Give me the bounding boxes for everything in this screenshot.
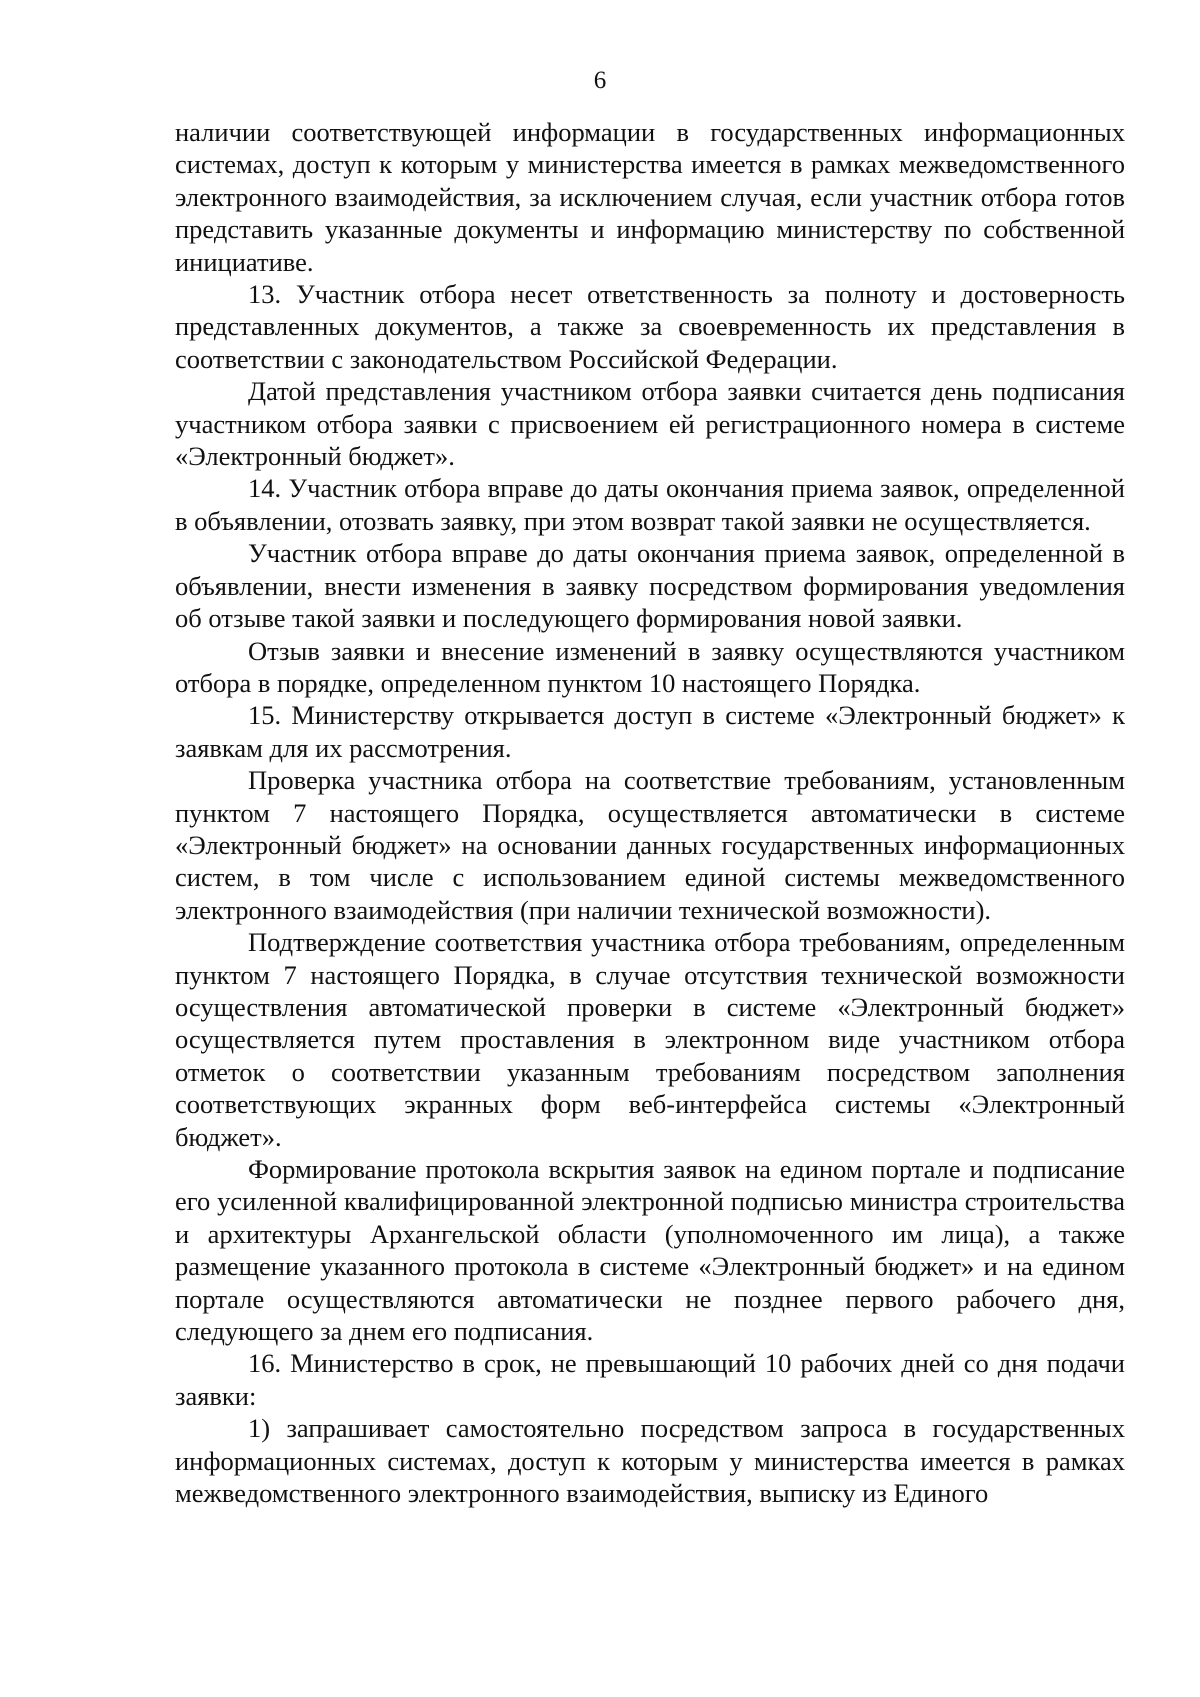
paragraph-11: 16. Министерство в срок, не превышающий 10 рабочих дней со дня подачи заявки: xyxy=(175,1348,1125,1411)
paragraph-7: 15. Министерству открывается доступ в системе «Электронный бюджет» к заявкам для их рассмотрения. xyxy=(175,700,1125,763)
paragraph-9: Подтверждение соответствия участника отбора требованиям, определенным пунктом 7 настоящего Порядка, в случае отсутствия технической возможности осуществления автоматической проверки в системе «Электронный бюджет» осуществляется путем проставления в электронном виде участником отбора отметок о соответствии указанным требованиям посредством заполнения соответствующих экранных форм веб-интерфейса системы «Электронный бюджет». xyxy=(175,927,1125,1152)
paragraph-12: 1) запрашивает самостоятельно посредством запроса в государственных информационных системах, доступ к которым у министерства имеется в рамках межведомственного электронного взаимодействия, выписку из Единого xyxy=(175,1413,1125,1509)
paragraph-8: Проверка участника отбора на соответствие требованиям, установленным пунктом 7 настоящего Порядка, осуществляется автоматически в системе «Электронный бюджет» на основании данных государственных информационных систем, в том числе с использованием единой системы межведомственного электронного взаимодействия (при наличии технической возможности). xyxy=(175,765,1125,925)
paragraph-2: 13. Участник отбора несет ответственность за полноту и достоверность представленных документов, а также за своевременность их представления в соответствии с законодательством Российской Федерации. xyxy=(175,279,1125,374)
page-number: 6 xyxy=(593,67,607,94)
paragraph-6: Отзыв заявки и внесение изменений в заявку осуществляются участником отбора в порядке, определенном пунктом 10 настоящего Порядка. xyxy=(175,635,1125,698)
paragraph-3: Датой представления участником отбора заявки считается день подписания участником отбора заявки с присвоением ей регистрационного номера в системе «Электронный бюджет». xyxy=(175,376,1125,472)
paragraph-5: Участник отбора вправе до даты окончания приема заявок, определенной в объявлении, внести изменения в заявку посредством формирования уведомления об отзыве такой заявки и последующего формирования новой заявки. xyxy=(175,538,1125,634)
paragraph-4: 14. Участник отбора вправе до даты окончания приема заявок, определенной в объявлении, отозвать заявку, при этом возврат такой заявки не осуществляется. xyxy=(175,473,1125,536)
document-body xyxy=(175,116,1125,1509)
paragraph-10: Формирование протокола вскрытия заявок на едином портале и подписание его усиленной квалифицированной электронной подписью министра строительства и архитектуры Архангельской области (уполномоченного им лица), а также размещение указанного протокола в системе «Электронный бюджет» и на едином портале осуществляются автоматически не позднее первого рабочего дня, следующего за днем его подписания. xyxy=(175,1154,1125,1347)
paragraph-1: наличии соответствующей информации в государственных информационных системах, доступ к которым у министерства имеется в рамках межведомственного электронного взаимодействия, за исключением случая, если участник отбора готов представить указанные документы и информацию министерству по собственной инициативе. xyxy=(175,117,1125,277)
